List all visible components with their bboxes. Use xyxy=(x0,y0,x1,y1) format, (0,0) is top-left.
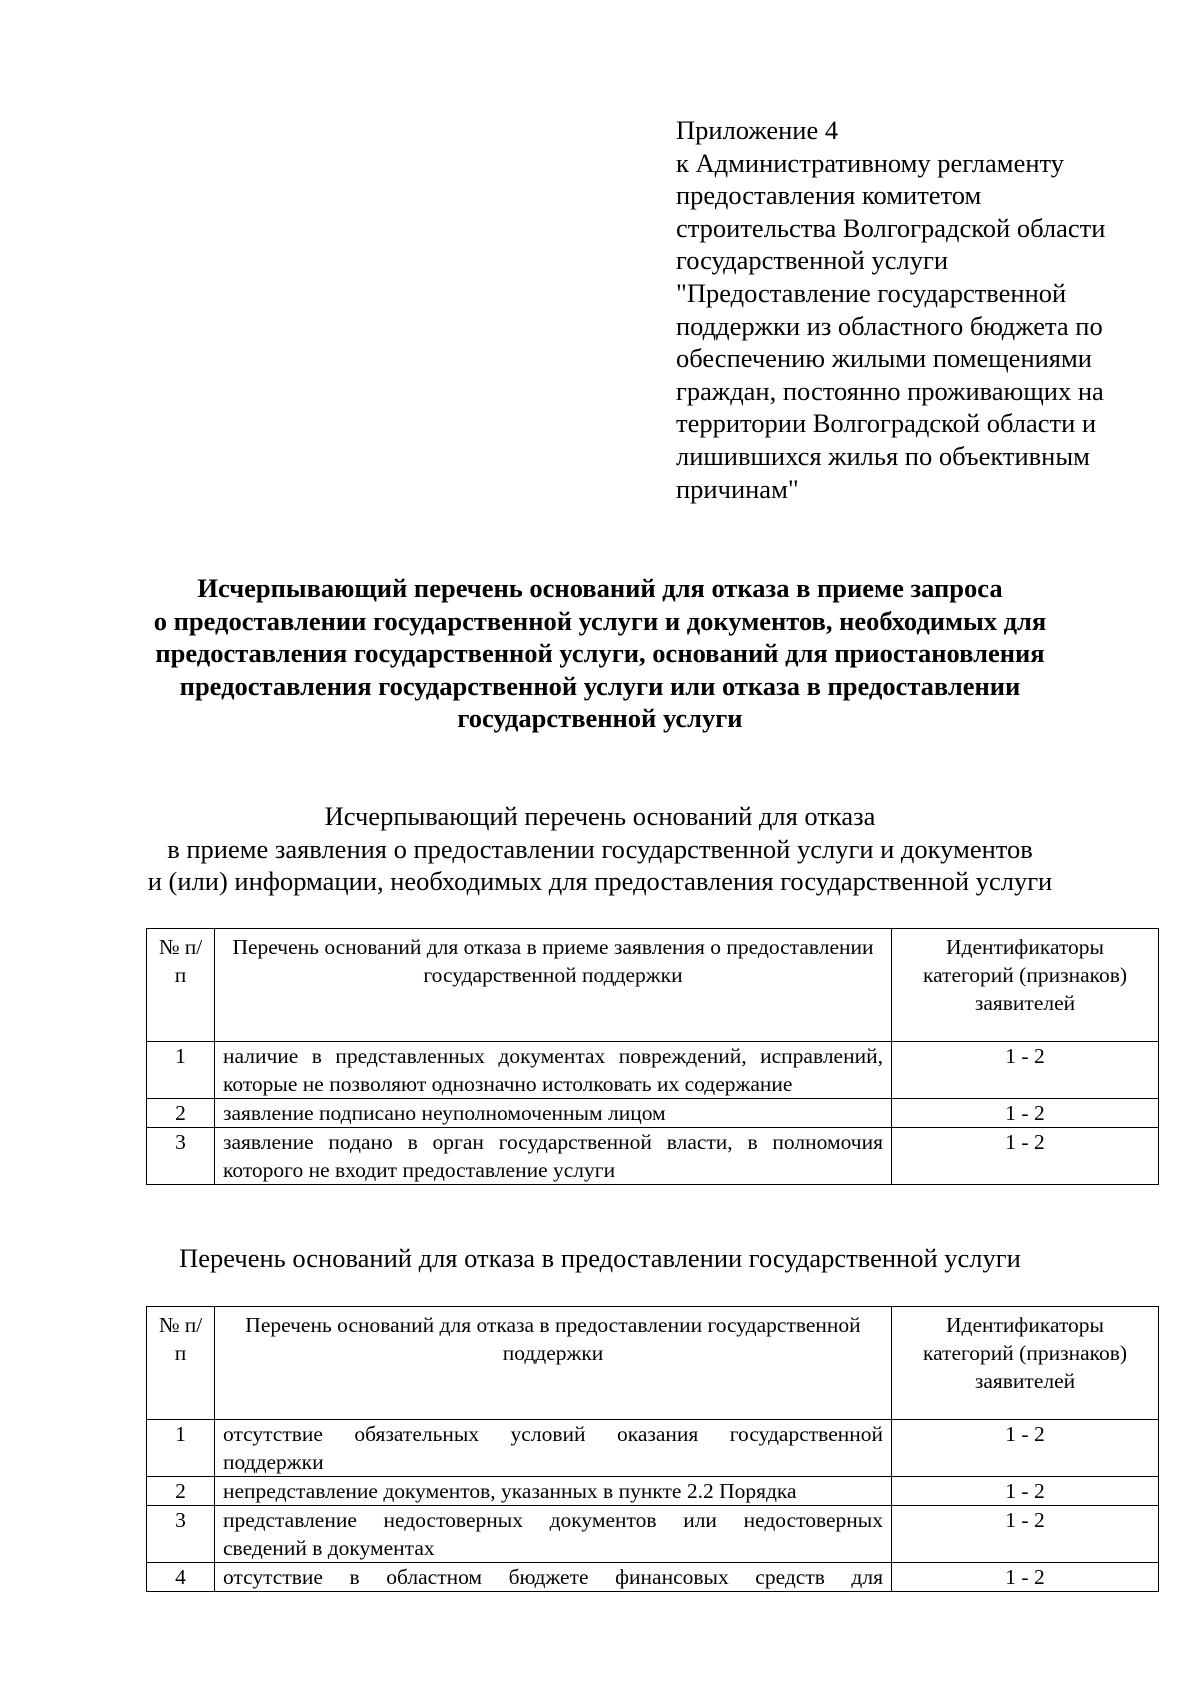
title-line: предоставления государственной услуги или отказа в предоставлении xyxy=(179,670,1021,701)
row-num: 4 xyxy=(147,1563,215,1592)
title-line: государственной услуги xyxy=(457,703,743,734)
table-row xyxy=(147,1506,1159,1563)
header-num: № п/п xyxy=(147,1307,215,1420)
appendix-line: предоставления комитетом xyxy=(676,180,982,211)
appendix-line: обеспечению жилыми помещениями xyxy=(676,343,1092,374)
row-ids: 1 - 2 xyxy=(892,1042,1159,1099)
header-num: № п/п xyxy=(147,929,215,1042)
appendix-line: причинам" xyxy=(676,473,799,504)
table-row xyxy=(147,1420,1159,1477)
header-reason: Перечень оснований для отказа в приеме заявления о предоставлении государственной поддержки xyxy=(215,929,892,1042)
section2-title xyxy=(0,1242,1200,1275)
appendix-line: к Административному регламенту xyxy=(676,147,1064,178)
row-ids: 1 - 2 xyxy=(892,1563,1159,1592)
appendix-line: территории Волгоградской области и xyxy=(676,408,1097,439)
title-line: о предоставлении государственной услуги и документов, необходимых для xyxy=(153,605,1047,636)
row-num: 3 xyxy=(147,1128,215,1185)
appendix-line: "Предоставление государственной xyxy=(676,277,1067,308)
row-reason: отсутствие обязательных условий оказания государственной поддержки xyxy=(215,1420,892,1477)
header-ids: Идентификаторы категорий (признаков) заявителей xyxy=(892,929,1159,1042)
row-ids: 1 - 2 xyxy=(892,1099,1159,1128)
table-row xyxy=(147,1563,1159,1592)
row-num: 1 xyxy=(147,1042,215,1099)
service-refusal-table xyxy=(146,1306,1159,1592)
row-reason: непредставление документов, указанных в пункте 2.2 Порядка xyxy=(215,1477,892,1506)
section1-title-line: в приеме заявления о предоставлении государственной услуги и документов xyxy=(167,833,1033,864)
title-line: Исчерпывающий перечень оснований для отказа в приеме запроса xyxy=(197,573,1003,603)
row-reason: заявление подано в орган государственной власти, в полномочия которого не входит предоставление услуги xyxy=(215,1128,892,1185)
row-num: 2 xyxy=(147,1099,215,1128)
row-ids: 1 - 2 xyxy=(892,1506,1159,1563)
table-header-row xyxy=(147,929,1159,1042)
row-num: 1 xyxy=(147,1420,215,1477)
title-line: предоставления государственной услуги, оснований для приостановления xyxy=(155,638,1045,669)
appendix-line: поддержки из областного бюджета по xyxy=(676,310,1103,341)
table-row xyxy=(147,1128,1159,1185)
appendix-line: государственной услуги xyxy=(676,245,949,276)
header-reason: Перечень оснований для отказа в предоставлении государственной поддержки xyxy=(215,1307,892,1420)
section1-title-line: и (или) информации, необходимых для предоставления государственной услуги xyxy=(147,866,1053,897)
appendix-line: строительства Волгоградской области xyxy=(676,212,1106,243)
row-reason: отсутствие в областном бюджете финансовых средств для xyxy=(215,1563,892,1592)
section1-title-line: Исчерпывающий перечень оснований для отказа xyxy=(324,801,876,831)
row-num: 3 xyxy=(147,1506,215,1563)
row-ids: 1 - 2 xyxy=(892,1420,1159,1477)
document-title xyxy=(0,572,1200,735)
row-ids: 1 - 2 xyxy=(892,1128,1159,1185)
section1-title xyxy=(0,800,1200,898)
table-row xyxy=(147,1477,1159,1506)
appendix-line: Приложение 4 xyxy=(676,115,839,145)
row-ids: 1 - 2 xyxy=(892,1477,1159,1506)
row-reason: заявление подписано неуполномоченным лицом xyxy=(215,1099,892,1128)
row-num: 2 xyxy=(147,1477,215,1506)
header-ids: Идентификаторы категорий (признаков) заявителей xyxy=(892,1307,1159,1420)
row-reason: наличие в представленных документах повреждений, исправлений, которые не позволяют однозначно истолковать их содержание xyxy=(215,1042,892,1099)
section2-title-line: Перечень оснований для отказа в предоставлении государственной услуги xyxy=(179,1243,1021,1273)
table-row xyxy=(147,1099,1159,1128)
appendix-line: граждан, постоянно проживающих на xyxy=(676,375,1104,406)
intake-refusal-table xyxy=(146,928,1159,1185)
appendix-line: лишившихся жилья по объективным xyxy=(676,440,1090,471)
table-row xyxy=(147,1042,1159,1099)
table-header-row xyxy=(147,1307,1159,1420)
row-reason: представление недостоверных документов или недостоверных сведений в документах xyxy=(215,1506,892,1563)
appendix-note xyxy=(676,114,1176,505)
